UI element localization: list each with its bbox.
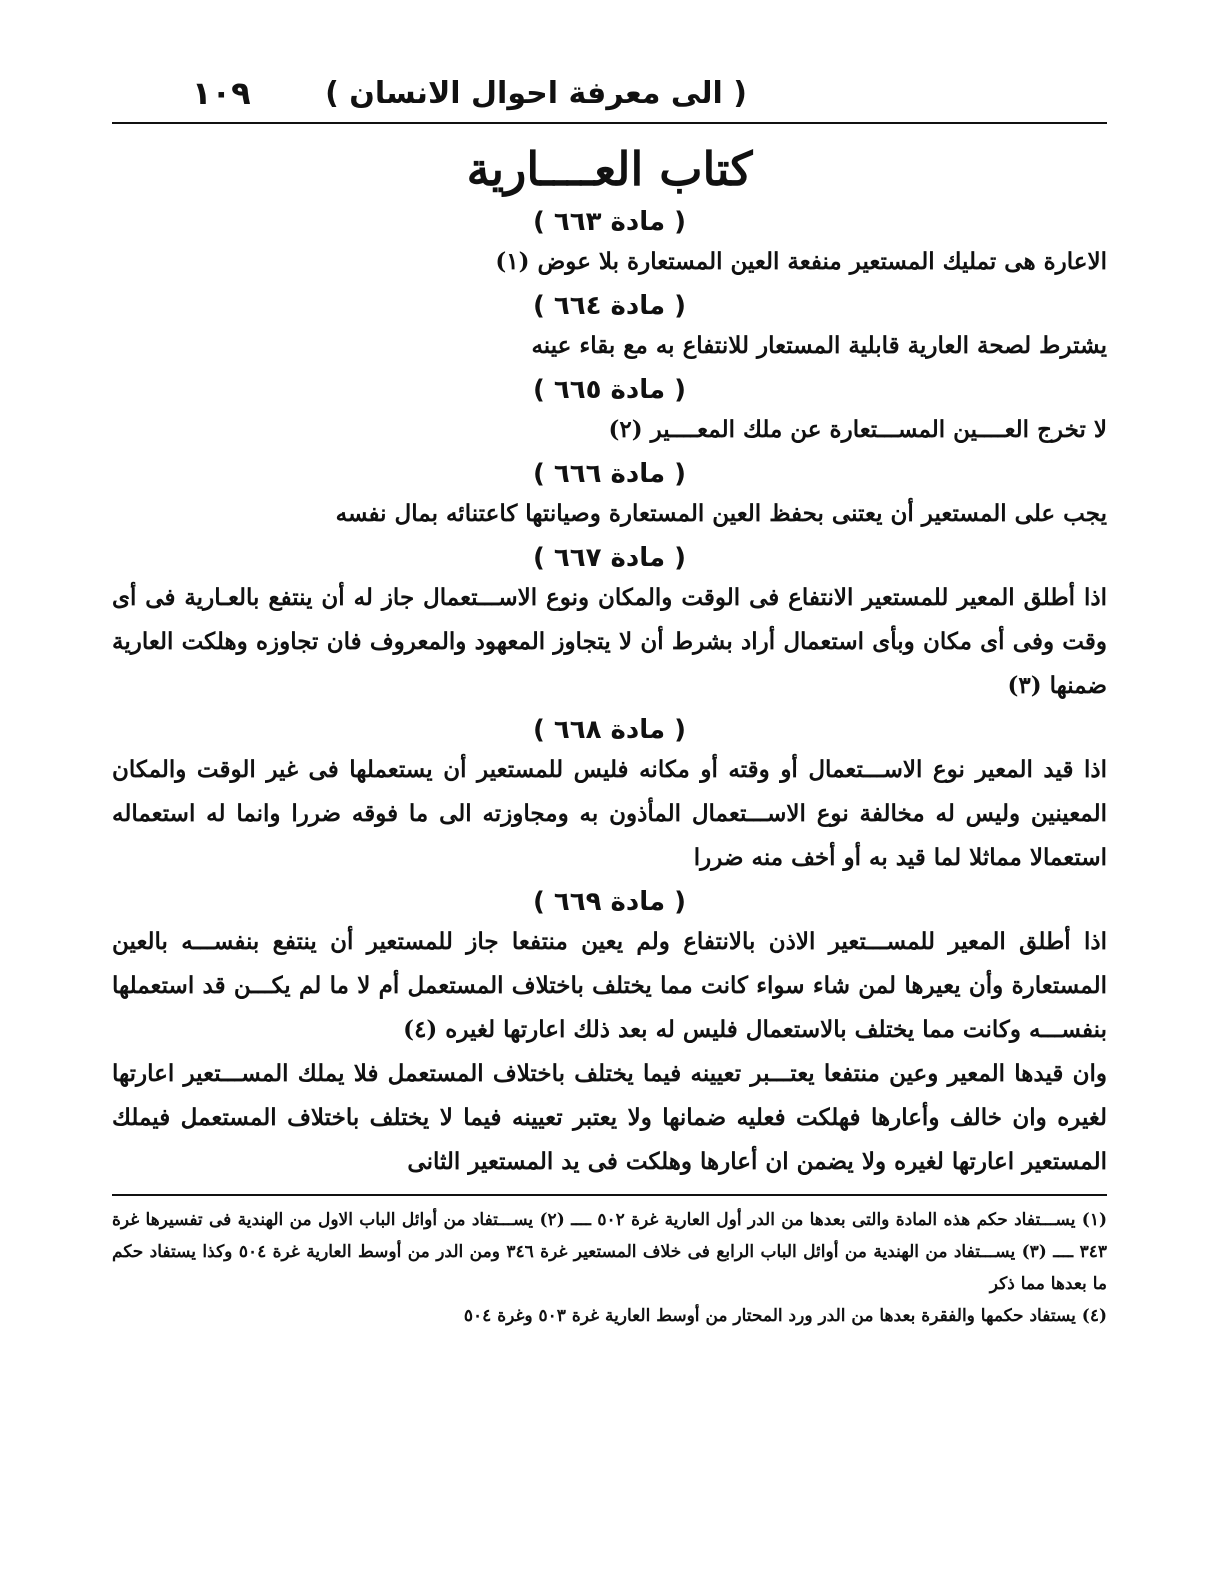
article-text: الاعارة هى تمليك المستعير منفعة العين المستعارة بلا عوض (١) [495,248,1107,275]
article-669 [112,884,1107,1184]
footnote: (٤) يستفاد حكمها والفقرة بعدها من الدر ورد المحتار من أوسط العارية غرة ٥٠٣ وغرة ٥٠٤ [463,1306,1107,1326]
article-text: يجب على المستعير أن يعتنى بحفظ العين المستعارة وصيانتها كاعتنائه بمال نفسه [335,500,1107,527]
running-title: ( الى معرفة احوال الانسان ) [325,76,747,111]
article-668 [112,712,1107,880]
article-text: اذا أطلق المعير للمستعير الانتفاع فى الوقت والمكان ونوع الاســـتعمال جاز له أن ينتفع بالعـارية فى أى وقت وفى أى مكان وبأى استعمال أراد بشرط أن لا يتجاوز المعهود والمعروف فان تجاوزه وهلكت العارية ضمنها (٣) [112,584,1107,699]
footnote-rule [112,1194,1107,1196]
footnotes [112,1204,1107,1332]
article-heading: ( مادة ٦٦٩ ) [532,887,687,917]
article-text: يشترط لصحة العارية قابلية المستعار للانتفاع به مع بقاء عينه [531,332,1107,359]
article-667 [112,540,1107,708]
article-664 [112,288,1107,368]
running-head [112,60,1107,122]
page-number: ١٠٩ [192,74,251,112]
article-heading: ( مادة ٦٦٧ ) [532,543,687,573]
header-rule [112,122,1107,124]
article-text: اذا أطلق المعير للمســـتعير الاذن بالانتفاع ولم يعين منتفعا جاز للمستعير أن ينتفع بنفســـه بالعين المستعارة وأن يعيرها لمن شاء سواء كانت مما يختلف باختلاف المستعمل أم لا ما لم يكـــن قد استعملها بنفســـه وكانت مما يختلف بالاستعمال فليس له بعد ذلك اعارتها لغيره (٤) [112,928,1107,1043]
article-text-continued: وان قيدها المعير وعين منتفعا يعتـــبر تعيينه فيما يختلف باختلاف المستعمل فلا يملك المســـتعير اعارتها لغيره وان خالف وأعارها فهلكت فعليه ضمانها ولا يعتبر تعيينه فيما لا يختلف باختلاف المستعمل فيملك المستعير اعارتها لغيره ولا يضمن ان أعارها وهلكت فى يد المستعير الثانى [112,1060,1107,1175]
article-666 [112,456,1107,536]
article-heading: ( مادة ٦٦٣ ) [532,207,687,237]
article-665 [112,372,1107,452]
article-text: اذا قيد المعير نوع الاســـتعمال أو وقته أو مكانه فليس للمستعير أن يستعملها فى غير الوقت والمكان المعينين وليس له مخالفة نوع الاســـتعمال المأذون به ومجاوزته الى ما فوقه ضررا وانما له استعماله استعمالا مماثلا لما قيد به أو أخف منه ضررا [112,756,1107,871]
document-page [112,60,1107,1332]
article-heading: ( مادة ٦٦٤ ) [532,291,687,321]
article-heading: ( مادة ٦٦٦ ) [532,459,687,489]
article-heading: ( مادة ٦٦٨ ) [532,715,687,745]
article-663 [112,204,1107,284]
book-title: كتاب العــــارية [466,142,753,196]
article-heading: ( مادة ٦٦٥ ) [532,375,687,405]
article-text: لا تخرج العــــين المســـتعارة عن ملك المعــــير (٢) [608,416,1107,443]
footnote: (١) يســـتفاد حكم هذه المادة والتى بعدها من الدر أول العارية غرة ٥٠٢ ــــ (٢) يســـتفاد من أوائل الباب الاول من الهندية فى تفسيرها غرة ٣٤٣ ــــ (٣) يســـتفاد من الهندية من أوائل الباب الرابع فى خلاف المستعير غرة ٣٤٦ ومن الدر من أوسط العارية غرة ٥٠٤ وكذا يستفاد حكم ما بعدها مما ذكر [112,1210,1108,1294]
